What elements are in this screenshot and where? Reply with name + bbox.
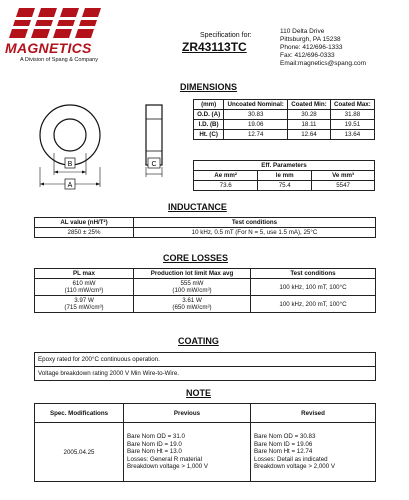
coating-breakdown: Voltage breakdown rating 2000 V Min Wire-to-Wire.	[35, 367, 376, 381]
loss-conditions: 100 kHz, 200 mT, 100°C	[251, 296, 376, 313]
toroid-inner-circle	[54, 119, 86, 151]
eff-value-ae: 73.6	[194, 181, 258, 191]
note-header-previous: Previous	[124, 404, 251, 423]
inductance-header-conditions: Test conditions	[134, 218, 376, 228]
coating-heading: COATING	[178, 336, 219, 346]
label-c: C	[151, 161, 157, 168]
eff-header-le: le mm	[258, 171, 312, 181]
address-line2: Pittsburgh, PA 15238	[280, 36, 341, 43]
eff-params-heading: Eff. Parameters	[194, 161, 375, 171]
address-phone: Phone: 412/696-1333	[280, 44, 343, 51]
pl-max: 610 mW	[72, 280, 96, 287]
core-losses-header-conditions: Test conditions	[251, 269, 376, 279]
inductance-table	[34, 217, 376, 238]
previous-line: Bare Nom Ht = 13.0	[127, 448, 182, 456]
pl-max-density: (715 mW/cm³)	[64, 304, 104, 311]
dim-cell: 30.28	[288, 110, 331, 120]
dim-cell: 19.51	[330, 120, 374, 130]
dimensions-heading: DIMENSIONS	[180, 82, 238, 92]
lot-limit: 555 mW	[180, 280, 204, 287]
revised-line: Breakdown voltage > 2,000 V	[254, 463, 336, 471]
logo-wordmark: MAGNETICS	[5, 40, 92, 56]
dimensions-table	[193, 99, 375, 140]
eff-value-ve: 5547	[312, 181, 375, 191]
inductance-heading: INDUCTANCE	[168, 202, 227, 212]
toroid-side-view	[146, 105, 162, 165]
dim-cell: 19.06	[224, 120, 288, 130]
inductance-header-al: AL value (nH/T²)	[35, 218, 134, 228]
note-heading: NOTE	[186, 388, 212, 398]
table-row	[35, 296, 376, 313]
eff-header-ve: Ve mm³	[312, 171, 375, 181]
revised-line: Bare Nom OD = 30.83	[254, 433, 316, 441]
dim-cell: 18.11	[288, 120, 331, 130]
core-losses-header-pl: PL max	[35, 269, 134, 279]
table-row	[35, 228, 376, 238]
al-value: 2850 ± 25%	[35, 228, 134, 238]
address-email: Email:magnetics@spang.com	[280, 60, 367, 67]
dim-cell: 13.64	[330, 130, 374, 140]
modification-date: 2005.04.25	[35, 423, 124, 482]
dim-cell: 30.83	[224, 110, 288, 120]
dim-row-label: I.D. (B)	[194, 120, 224, 130]
toroid-outer-circle	[40, 105, 100, 165]
previous-line: Losses: General R material	[127, 455, 202, 463]
logo-tagline: A Division of Spang & Company	[20, 57, 98, 63]
spec-label: Specification for:	[200, 32, 252, 39]
revised-values	[251, 423, 376, 482]
company-address	[280, 28, 366, 68]
pl-max: 3.97 W	[74, 297, 94, 304]
dim-header-max: Coated Max:	[330, 100, 374, 110]
previous-values	[124, 423, 251, 482]
address-fax: Fax: 412/696-0333	[280, 52, 335, 59]
core-losses-table	[34, 268, 376, 313]
toroid-drawing	[30, 95, 170, 195]
table-row	[35, 367, 376, 381]
part-number: ZR43113TC	[182, 40, 247, 54]
table-row	[194, 110, 375, 120]
lot-limit: 3.61 W	[182, 297, 202, 304]
dim-header-nominal: Uncoated Nominal:	[224, 100, 288, 110]
previous-line: Bare Nom OD = 31.0	[127, 433, 185, 441]
dim-cell: 31.88	[330, 110, 374, 120]
label-a: A	[67, 182, 73, 189]
dim-header-unit: (mm)	[194, 100, 224, 110]
dim-cell: 12.74	[224, 130, 288, 140]
pl-max-density: (110 mW/cm³)	[64, 287, 104, 294]
coating-table	[34, 352, 376, 381]
core-losses-heading: CORE LOSSES	[163, 253, 229, 263]
table-row	[194, 181, 375, 191]
table-row	[35, 353, 376, 367]
coating-rating: Epoxy rated for 200°C continuous operation.	[35, 353, 376, 367]
loss-conditions: 100 kHz, 100 mT, 100°C	[251, 279, 376, 296]
table-row	[194, 130, 375, 140]
revised-line: Losses: Detail as indicated	[254, 455, 328, 463]
lot-limit-density: (100 mW/cm³)	[172, 287, 212, 294]
lot-limit-density: (650 mW/cm³)	[172, 304, 212, 311]
table-row	[35, 279, 376, 296]
revised-line: Bare Nom Ht = 12.74	[254, 448, 313, 456]
previous-line: Bare Nom ID = 19.0	[127, 440, 182, 448]
eff-header-ae: Ae mm²	[194, 171, 258, 181]
table-row	[194, 120, 375, 130]
eff-params-table	[193, 160, 375, 191]
previous-line: Breakdown voltage > 1,000 V	[127, 463, 209, 471]
note-header-revised: Revised	[251, 404, 376, 423]
magnetics-logo-mark	[9, 8, 101, 38]
dim-header-min: Coated Min:	[288, 100, 331, 110]
dim-row-label: Ht. (C)	[194, 130, 224, 140]
note-table	[34, 403, 376, 482]
revised-line: Bare Nom ID = 19.06	[254, 440, 313, 448]
label-b: B	[67, 161, 73, 168]
address-line1: 110 Delta Drive	[280, 28, 325, 35]
dim-row-label: O.D. (A)	[194, 110, 224, 120]
note-header-modifications: Spec. Modifications	[35, 404, 124, 423]
dim-cell: 12.64	[288, 130, 331, 140]
eff-value-le: 75.4	[258, 181, 312, 191]
inductance-conditions: 10 kHz, 0.5 mT (For N = 5, use 1.5 mA), 25°C	[134, 228, 376, 238]
core-losses-header-limit: Production lot limit Max avg	[134, 269, 251, 279]
table-row	[35, 423, 376, 482]
